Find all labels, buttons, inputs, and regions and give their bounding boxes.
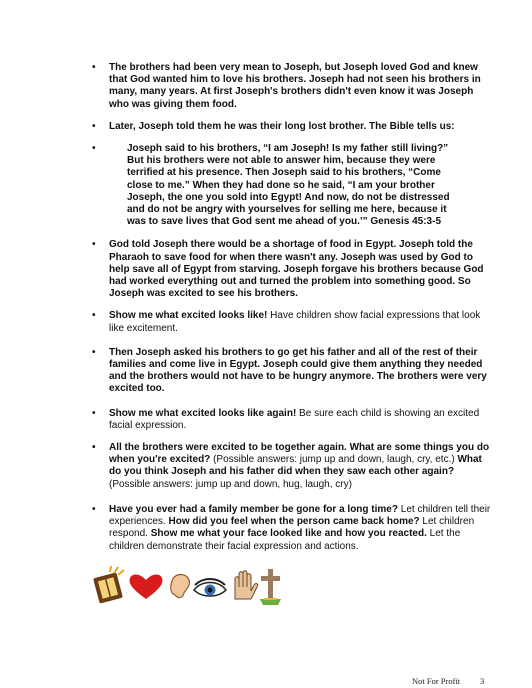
bullet-item bbox=[92, 62, 492, 111]
bullet-text-run: Later, Joseph told them he was their long lost brother. The Bible tells us: bbox=[109, 120, 455, 132]
senses-icon-row bbox=[92, 565, 282, 607]
bullet-text-run: How did you feel when the person came back home? bbox=[168, 516, 420, 528]
hand-icon bbox=[235, 571, 258, 599]
bullet-text-run: Show me what excited looks like again! bbox=[109, 407, 297, 419]
bullet-text-run: All the brothers were excited to be together again. What are some things you do when you're excited? bbox=[109, 442, 490, 466]
bullet-text-run: Have you ever had a family member be gone for a long time? bbox=[109, 503, 398, 515]
bullet-item bbox=[92, 408, 492, 432]
bullet-item bbox=[92, 239, 492, 300]
page-number: 3 bbox=[480, 676, 485, 686]
bible-icon bbox=[93, 566, 124, 604]
bullet-item bbox=[92, 347, 492, 396]
bullet-item bbox=[92, 121, 492, 133]
bullet-text-run: What do you think Joseph and his father did when they saw each other again? bbox=[109, 454, 482, 478]
ear-icon bbox=[171, 574, 190, 597]
bullet-text-run: Show me what your face looked like and how you reacted. bbox=[150, 528, 427, 540]
bullet-item bbox=[92, 442, 492, 491]
eye-icon bbox=[194, 579, 226, 596]
bullet-text-run: Then Joseph asked his brothers to go get his father and all of the rest of their families and come live in Egypt. Joseph could give them anything they needed and the brothers would not have to be hungry anymore. The brothers were very excited too. bbox=[109, 346, 487, 395]
footer-note: Not For Profit bbox=[412, 676, 461, 686]
bullet-text-run: Let children tell their experiences. bbox=[109, 503, 491, 528]
bullet-text-run: Let the children demonstrate their facial expression and actions. bbox=[109, 528, 461, 552]
bullet-text-run: Be sure each child is showing an excited facial expression. bbox=[109, 407, 480, 431]
bible-quote bbox=[92, 143, 492, 228]
lesson-bullet-list bbox=[92, 62, 492, 553]
bullet-text-run: Let children respond. bbox=[109, 516, 475, 540]
bullet-text-run: (Possible answers: jump up and down, hug, laugh, cry) bbox=[109, 478, 352, 490]
bible-quote-text: • Joseph said to his brothers, “I am Joseph! Is my father still living?” But his brothers were not able to answer him, because they were terrified at his presence. Then Joseph said to his brothers, “Come close to me.” When they had done so he said, “I am your brother Joseph, the one you sold into Egypt! And now, do not be distressed and do not be angry with yourselves for selling me here, because it was to save lives that God sent me ahead of you.’” Genesis 45:3-5 bbox=[127, 143, 450, 228]
bullet-text-run: The brothers had been very mean to Joseph, but Joseph loved God and knew that God wanted him to love his brothers. Joseph had not seen his brothers in many, many years. At first Joseph's brothers didn't even know it was Joseph who was giving them food. bbox=[109, 62, 481, 110]
bullet-text-run: Have children show facial expressions that look like excitement. bbox=[109, 310, 481, 334]
heart-icon bbox=[130, 574, 163, 599]
bullet-text-run: Show me what excited looks like! bbox=[109, 310, 268, 322]
bullet-text-run: (Possible answers: jump up and down, laugh, cry, etc.) bbox=[210, 454, 458, 466]
cross-icon bbox=[260, 569, 281, 605]
bullet-item bbox=[92, 504, 492, 553]
bullet-text-run: God told Joseph there would be a shortage of food in Egypt. Joseph told the Pharaoh to save food for when there wasn't any. Joseph was used by God to help save all of Egypt from starving. Joseph forgave his brothers because God had worked everything out and turned the problem into something good. So Joseph was excited to see his brothers. bbox=[109, 239, 484, 300]
bullet-item bbox=[92, 310, 492, 334]
